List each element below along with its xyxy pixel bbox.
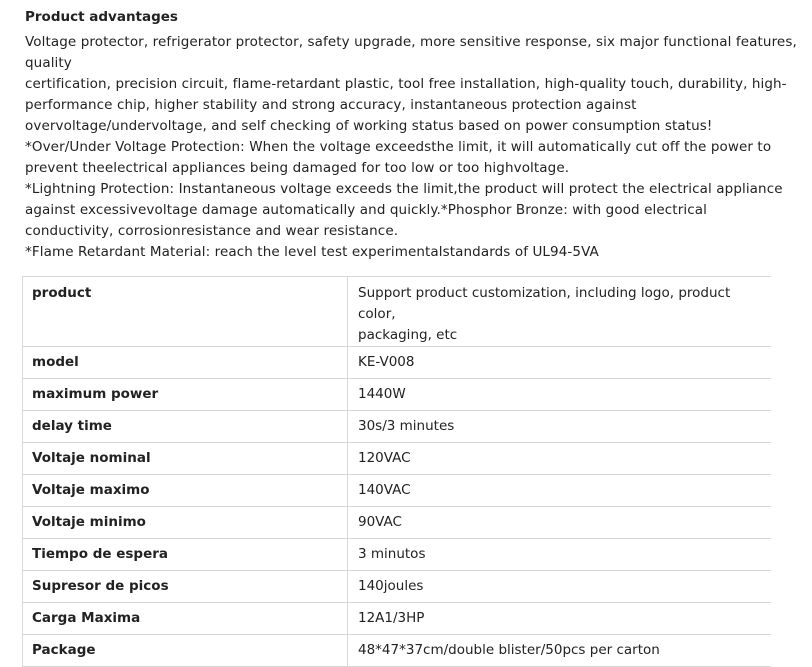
table-row [23,507,772,539]
text-line: overvoltage/undervoltage, and self checking of working status based on power consumption status! [25,118,713,134]
spec-value: 120VAC [348,443,772,475]
text-line: conductivity, corrosionresistance and wear resistance. [25,223,399,239]
spec-value: 30s/3 minutes [348,411,772,443]
spec-key: Supresor de picos [23,571,348,603]
spec-key: Carga Maxima [23,603,348,635]
table-row [23,443,772,475]
text-line: prevent theelectrical appliances being damaged for too low or too highvoltage. [25,160,570,176]
spec-value-line: packaging, etc [358,327,458,343]
spec-key: Voltaje maximo [23,475,348,507]
table-row [23,571,772,603]
text-line: quality [25,55,72,71]
spec-value: 1440W [348,379,772,411]
text-line: *Lightning Protection: Instantaneous voltage exceeds the limit,the product will protect the electrical appliance [25,181,783,197]
spec-value: 3 minutos [348,539,772,571]
table-row [23,379,772,411]
spec-key: Package [23,635,348,667]
table-row [23,603,772,635]
text-line: *Over/Under Voltage Protection: When the voltage exceedsthe limit, it will automatically cut off the power to [25,139,772,155]
table-row [23,475,772,507]
table-row [23,411,772,443]
text-line: Voltage protector, refrigerator protector, safety upgrade, more sensitive response, six major functional features, [25,34,797,50]
table-row [23,347,772,379]
spec-value: 90VAC [348,507,772,539]
spec-table [22,276,771,667]
spec-key: product [23,277,348,347]
spec-key: Voltaje minimo [23,507,348,539]
text-line: against excessivevoltage damage automatically and quickly.*Phosphor Bronze: with good electrical [25,202,707,218]
spec-value: 48*47*37cm/double blister/50pcs per carton [348,635,772,667]
spec-value: 140joules [348,571,772,603]
table-row [23,277,772,347]
spec-value [348,277,772,347]
spec-key: model [23,347,348,379]
text-line: performance chip, higher stability and strong accuracy, instantaneous protection against [25,97,637,113]
spec-key: delay time [23,411,348,443]
section-title: Product advantages [25,9,178,25]
product-advantages-text [25,32,805,263]
spec-value: KE-V008 [348,347,772,379]
spec-value: 140VAC [348,475,772,507]
text-line: certification, precision circuit, flame-retardant plastic, tool free installation, high-quality touch, durability, high- [25,76,787,92]
spec-key: maximum power [23,379,348,411]
spec-key: Voltaje nominal [23,443,348,475]
table-row [23,635,772,667]
text-line: *Flame Retardant Material: reach the level test experimentalstandards of UL94-5VA [25,244,599,260]
spec-key: Tiempo de espera [23,539,348,571]
spec-value: 12A1/3HP [348,603,772,635]
table-row [23,539,772,571]
spec-value-line: Support product customization, including logo, product color, [358,285,731,322]
